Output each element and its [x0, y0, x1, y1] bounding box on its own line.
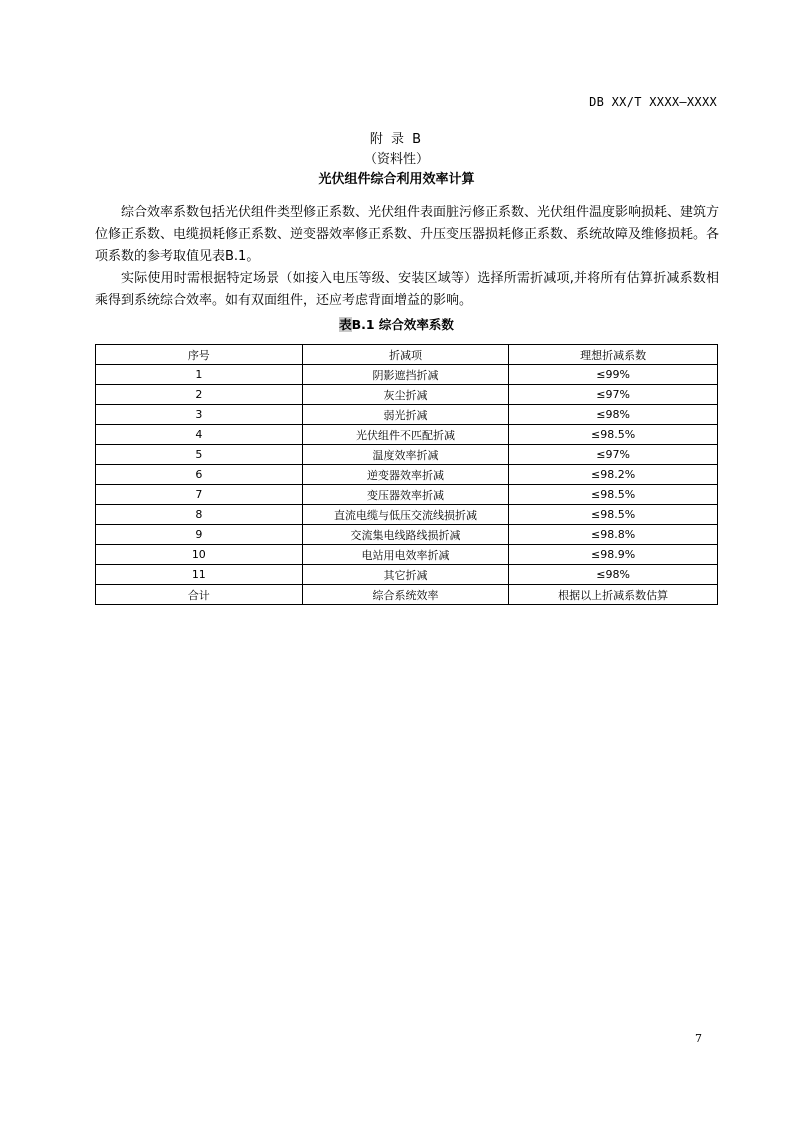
appendix-heading	[0, 130, 793, 190]
table-cell: 5	[96, 445, 303, 465]
table-cell: 光伏组件不匹配折减	[302, 425, 509, 445]
table-cell: 2	[96, 385, 303, 405]
table-row	[96, 385, 718, 405]
body-text	[95, 202, 719, 312]
table-cell: ≤99%	[509, 365, 718, 385]
table-cell: ≤98.5%	[509, 485, 718, 505]
appendix-nature: （资料性）	[363, 152, 429, 167]
table-cell: 8	[96, 505, 303, 525]
table-cell: 综合系统效率	[302, 585, 509, 605]
table-cell: 根据以上折减系数估算	[509, 585, 718, 605]
table-cell: 4	[96, 425, 303, 445]
paragraph: 综合效率系数包括光伏组件类型修正系数、光伏组件表面脏污修正系数、光伏组件温度影响损耗、建筑方位修正系数、电缆损耗修正系数、逆变器效率修正系数、升压变压器损耗修正系数、系统故障及维修损耗。各项系数的参考取值见表B.1。	[95, 205, 720, 264]
table-row	[96, 365, 718, 385]
column-header-item: 折减项	[302, 345, 509, 365]
table-row	[96, 465, 718, 485]
table-row	[96, 505, 718, 525]
table-cell: ≤97%	[509, 445, 718, 465]
table-row	[96, 425, 718, 445]
document-code: DB XX/T XXXX—XXXX	[589, 95, 717, 109]
table-cell: 温度效率折减	[302, 445, 509, 465]
table-cell: 灰尘折减	[302, 385, 509, 405]
table-cell: 1	[96, 365, 303, 385]
table-cell: 7	[96, 485, 303, 505]
table-cell: ≤98%	[509, 565, 718, 585]
table-cell: 逆变器效率折减	[302, 465, 509, 485]
table-caption	[0, 315, 793, 333]
table-cell: 10	[96, 545, 303, 565]
column-header-index: 序号	[96, 345, 303, 365]
table-cell: ≤98.5%	[509, 505, 718, 525]
table-cell: 弱光折减	[302, 405, 509, 425]
table-cell: ≤97%	[509, 385, 718, 405]
table-total-row	[96, 585, 718, 605]
table-cell: 电站用电效率折减	[302, 545, 509, 565]
table-cell: ≤98.5%	[509, 425, 718, 445]
table-cell: 阴影遮挡折减	[302, 365, 509, 385]
table-row	[96, 485, 718, 505]
table-cell: 直流电缆与低压交流线损折减	[302, 505, 509, 525]
table-row	[96, 545, 718, 565]
appendix-title: 附 录 B	[369, 132, 424, 147]
table-cell: 9	[96, 525, 303, 545]
table-row	[96, 525, 718, 545]
appendix-name: 光伏组件综合利用效率计算	[318, 172, 475, 187]
table-caption-prefix: 表	[339, 317, 352, 332]
efficiency-coefficient-table	[95, 344, 718, 605]
table-row	[96, 565, 718, 585]
table-cell: 11	[96, 565, 303, 585]
table-cell: 其它折减	[302, 565, 509, 585]
table-row	[96, 445, 718, 465]
table-cell: 6	[96, 465, 303, 485]
table-cell: ≤98%	[509, 405, 718, 425]
table-cell: ≤98.8%	[509, 525, 718, 545]
table-caption-text: B.1 综合效率系数	[351, 317, 454, 332]
paragraph: 实际使用时需根据特定场景（如接入电压等级、安装区域等）选择所需折减项,并将所有估算折减系数相乘得到系统综合效率。如有双面组件，还应考虑背面增益的影响。	[95, 271, 719, 308]
table-cell: 合计	[96, 585, 303, 605]
column-header-coefficient: 理想折减系数	[509, 345, 718, 365]
table-cell: 3	[96, 405, 303, 425]
table-cell: 交流集电线路线损折减	[302, 525, 509, 545]
table-row	[96, 405, 718, 425]
table-cell: 变压器效率折减	[302, 485, 509, 505]
page-number: 7	[695, 1032, 702, 1045]
table-cell: ≤98.2%	[509, 465, 718, 485]
table-cell: ≤98.9%	[509, 545, 718, 565]
table-header-row	[96, 345, 718, 365]
